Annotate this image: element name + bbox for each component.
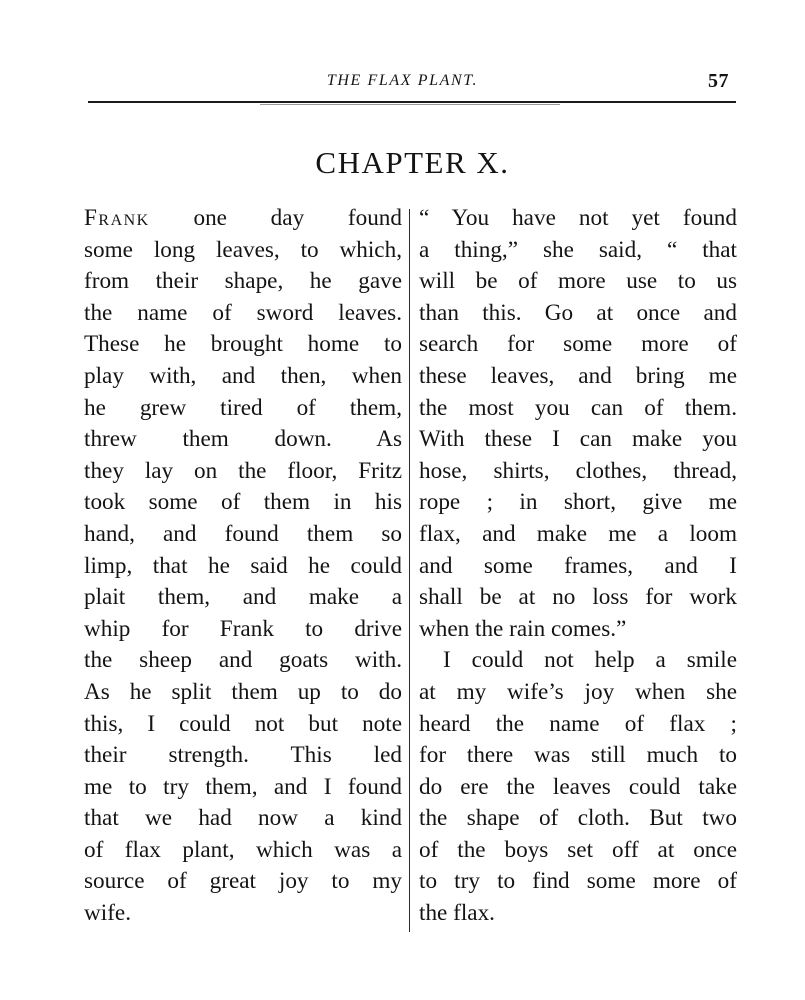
text-line: some long leaves, to which, xyxy=(84,236,402,263)
text-line: hand, and found them so xyxy=(84,520,402,547)
text-line: they lay on the floor, Fritz xyxy=(84,457,402,484)
text-line: threw them down. As xyxy=(84,426,402,453)
text-line: the shape of cloth. But two xyxy=(419,805,737,832)
text-line: the name of sword leaves. xyxy=(84,299,402,326)
text-line: that we had now a kind xyxy=(84,805,402,832)
running-header xyxy=(0,72,805,98)
text-line: took some of them in his xyxy=(84,489,402,516)
running-title: THE FLAX PLANT. xyxy=(326,72,479,89)
text-line: than this. Go at once and xyxy=(419,299,737,326)
text-line: he grew tired of them, xyxy=(84,394,402,421)
text-line: the sheep and goats with. xyxy=(84,647,402,674)
text-line: these leaves, and bring me xyxy=(419,362,737,389)
text-line: do ere the leaves could take xyxy=(419,773,737,800)
text-line: source of great joy to my xyxy=(84,868,402,895)
text-line: whip for Frank to drive xyxy=(84,615,402,642)
text-line: from their shape, he gave xyxy=(84,268,402,295)
text-line: the flax. xyxy=(419,900,495,927)
text-line: of flax plant, which was a xyxy=(84,836,402,863)
text-line: to try to find some more of xyxy=(419,868,737,895)
text-line: With these I can make you xyxy=(419,426,737,453)
text-line: will be of more use to us xyxy=(419,268,737,295)
text-line-rest: one day found xyxy=(149,205,402,231)
right-column xyxy=(419,203,737,930)
text-line: and some frames, and I xyxy=(419,552,737,579)
text-line: the most you can of them. xyxy=(419,394,737,421)
text-line: a thing,” she said, “ that xyxy=(419,236,737,263)
text-line: of the boys set off at once xyxy=(419,836,737,863)
text-line: These he brought home to xyxy=(84,331,402,358)
text-line xyxy=(84,203,402,235)
header-rule-shadow xyxy=(260,104,560,105)
lead-word: Frank xyxy=(84,205,150,231)
text-line: play with, and then, when xyxy=(84,362,402,389)
text-line: when the rain comes.” xyxy=(419,615,627,642)
text-line: their strength. This led xyxy=(84,742,402,769)
text-line: this, I could not but note xyxy=(84,710,402,737)
text-line: me to try them, and I found xyxy=(84,773,402,800)
text-line: at my wife’s joy when she xyxy=(419,678,737,705)
text-line: shall be at no loss for work xyxy=(419,584,737,611)
text-line: flax, and make me a loom xyxy=(419,520,737,547)
header-rule xyxy=(88,101,736,103)
text-line: I could not help a smile xyxy=(443,647,737,674)
chapter-title: CHAPTER X. xyxy=(315,145,510,180)
text-line: limp, that he said he could xyxy=(84,552,402,579)
text-line: heard the name of flax ; xyxy=(419,710,737,737)
text-line: As he split them up to do xyxy=(84,678,402,705)
page-number: 57 xyxy=(708,70,729,92)
text-line: plait them, and make a xyxy=(84,584,402,611)
text-line: search for some more of xyxy=(419,331,737,358)
text-line: hose, shirts, clothes, thread, xyxy=(419,457,737,484)
text-line: rope ; in short, give me xyxy=(419,489,737,516)
text-line: “ You have not yet found xyxy=(419,205,737,231)
text-line: wife. xyxy=(84,900,131,927)
left-column xyxy=(84,203,402,930)
text-line: for there was still much to xyxy=(419,742,737,769)
column-divider xyxy=(409,209,410,932)
